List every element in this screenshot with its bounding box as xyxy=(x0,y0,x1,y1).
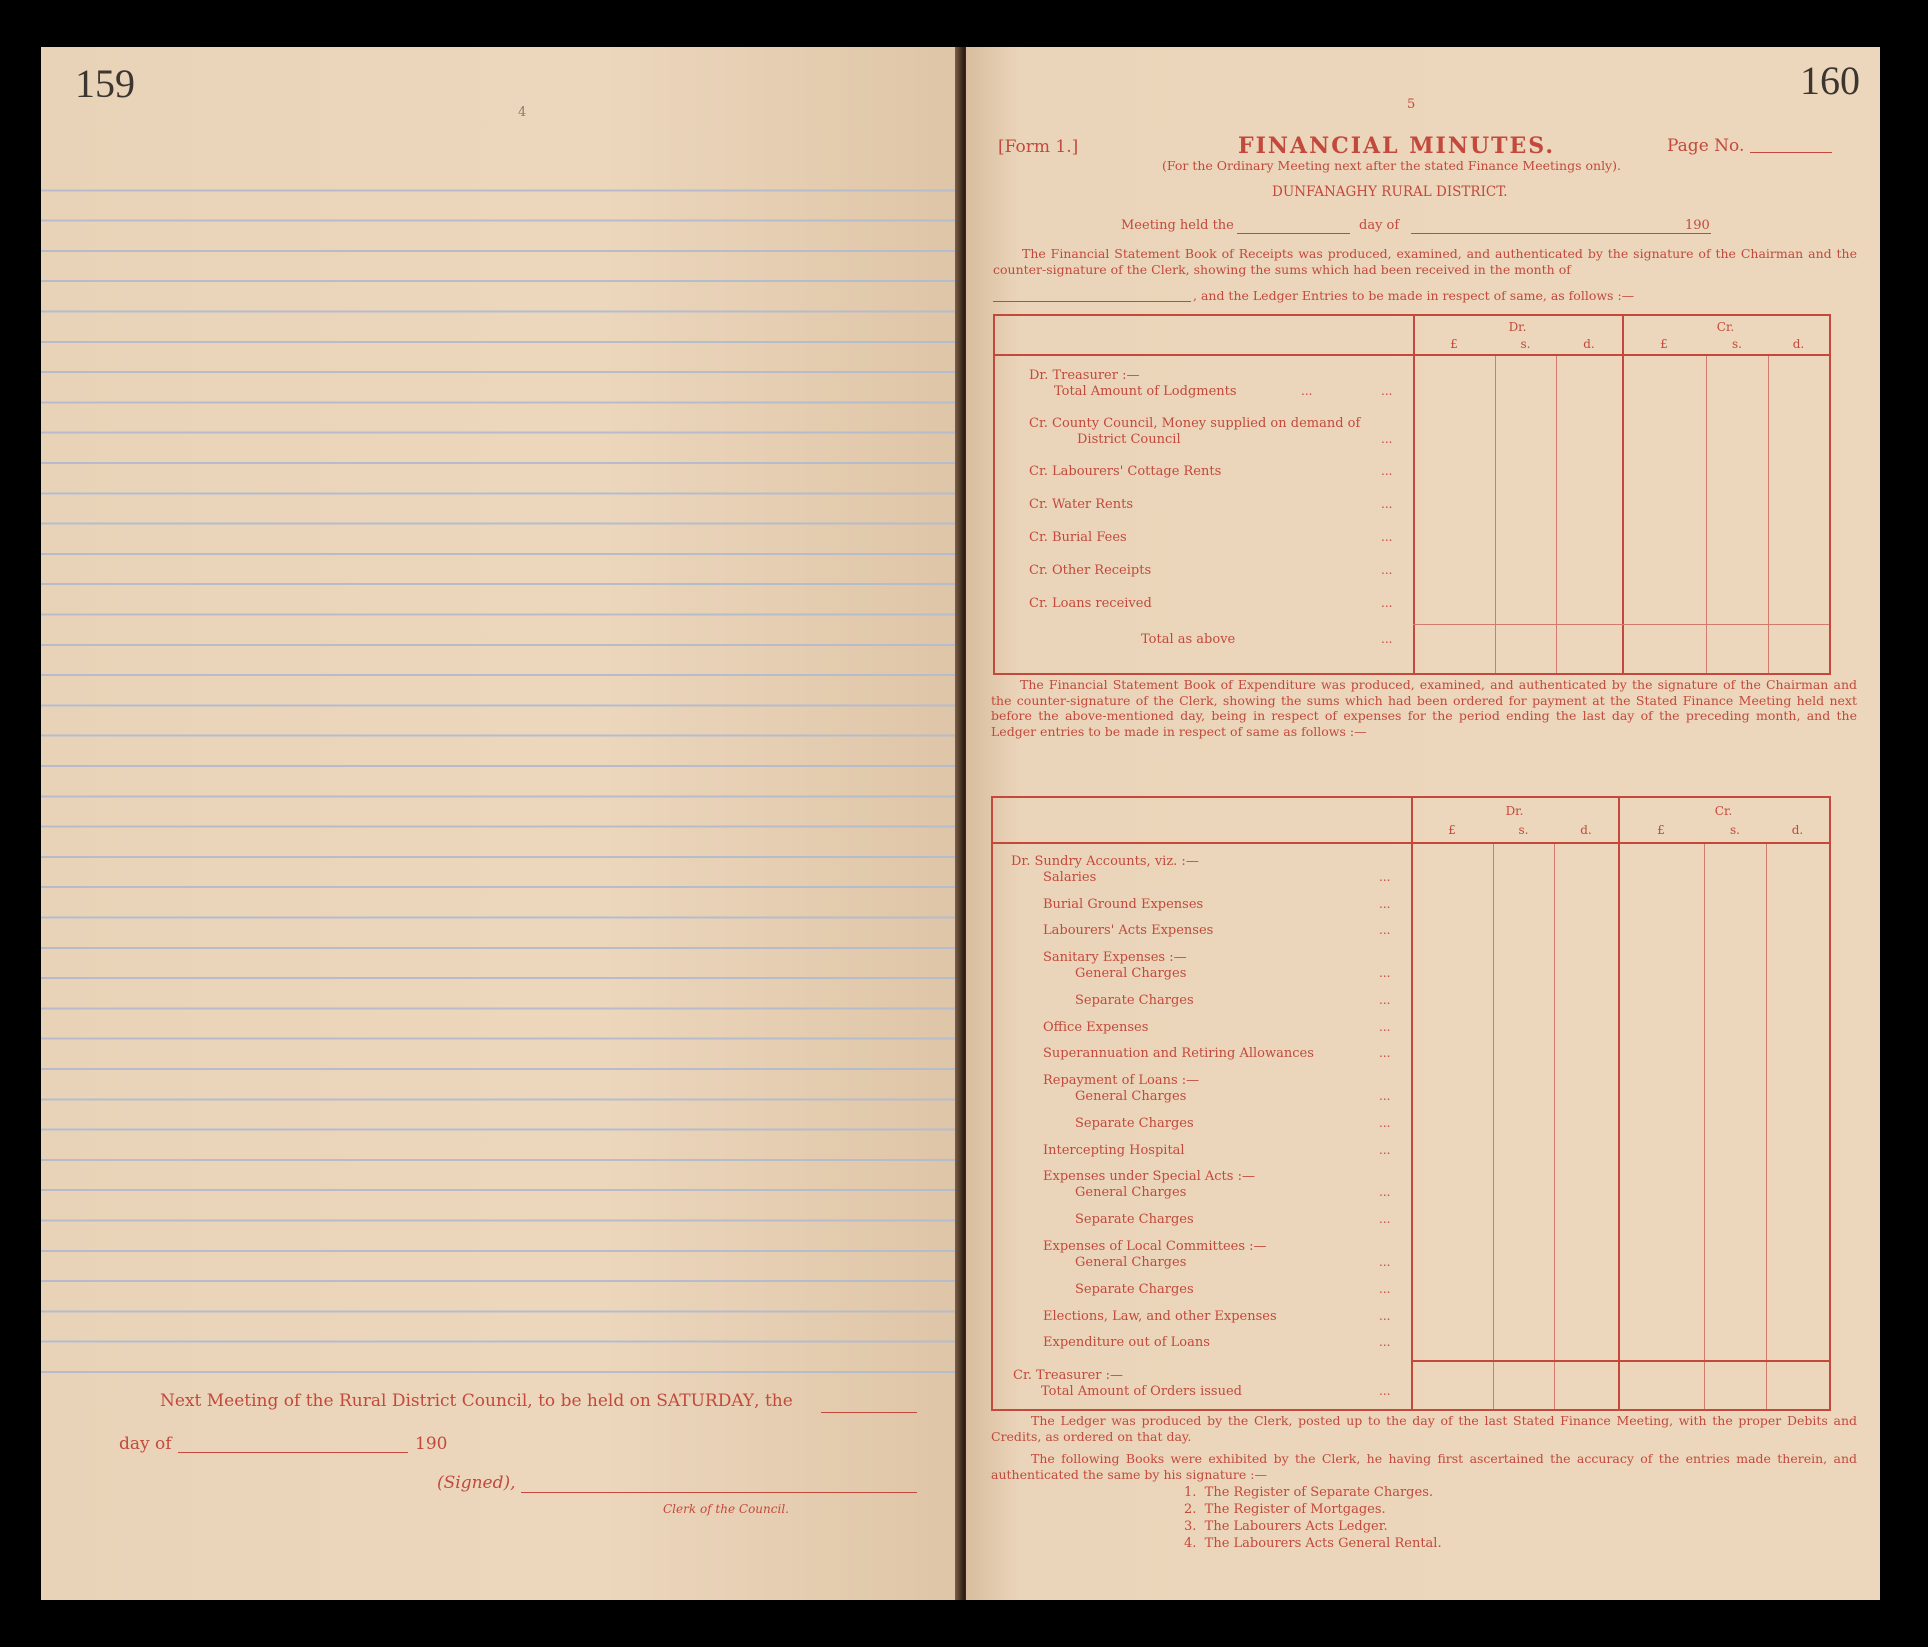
leader-dots: ... xyxy=(1379,897,1391,911)
book-name: The Register of Separate Charges. xyxy=(1204,1485,1433,1500)
book-item xyxy=(1184,1519,1388,1534)
leader-dots: ... xyxy=(1379,1185,1391,1199)
dr-pence-header: d. xyxy=(1580,823,1592,837)
book-item xyxy=(1184,1536,1442,1551)
leader-dots: ... xyxy=(1381,497,1393,511)
book-name: The Labourers Acts General Rental. xyxy=(1204,1536,1442,1551)
total-rule xyxy=(1413,624,1829,625)
divider xyxy=(1556,354,1557,673)
receipt-row-label: Cr. Other Receipts xyxy=(1029,563,1152,578)
dr-header: Dr. xyxy=(1508,320,1527,334)
folio-left: 4 xyxy=(518,105,527,120)
meeting-month-line[interactable] xyxy=(1411,233,1711,234)
blank-month-line[interactable] xyxy=(178,1452,408,1453)
divider xyxy=(1495,354,1496,673)
expenditure-intro: The Financial Statement Book of Expenditure was produced, examined, and authenticated by the signature of the Chairman and the counter-signature of the Clerk, showing the sums which had been ordered for payment at the Stated Finance Meeting held next before the above-mentioned day, being in respect of expenses for the period ending the last day of the preceding month, and the Ledger entries to be made in respect of same as follows :— xyxy=(991,677,1857,739)
leader-dots: ... xyxy=(1379,993,1391,1007)
dr-header: Dr. xyxy=(1505,804,1524,818)
leader-dots: ... xyxy=(1379,1282,1391,1296)
page-title: FINANCIAL MINUTES. xyxy=(1238,133,1556,159)
cr-shillings-header: s. xyxy=(1732,337,1742,351)
receipt-row-label: Dr. Treasurer :— xyxy=(1029,368,1140,383)
leader-dots: ... xyxy=(1381,464,1393,478)
expense-row-label: Salaries xyxy=(1043,870,1097,885)
cr-header: Cr. xyxy=(1716,320,1735,334)
leader-dots: ... xyxy=(1379,966,1391,980)
expense-row-label: Separate Charges xyxy=(1075,1212,1194,1227)
leader-dots: ... xyxy=(1379,1089,1391,1103)
cr-pounds-header: £ xyxy=(1657,823,1665,837)
next-meeting-text: Next Meeting of the Rural District Council, to be held on xyxy=(160,1391,651,1411)
expense-row-label: Elections, Law, and other Expenses xyxy=(1043,1309,1277,1324)
divider xyxy=(1413,316,1415,673)
page-number-left: 159 xyxy=(75,61,135,106)
divider xyxy=(1706,354,1707,673)
meeting-day-line[interactable] xyxy=(1237,233,1350,234)
expense-row-label: Labourers' Acts Expenses xyxy=(1043,923,1214,938)
signature-line[interactable] xyxy=(521,1492,917,1493)
meeting-year: 190 xyxy=(1685,218,1710,233)
divider xyxy=(1704,842,1705,1409)
expense-row-label: General Charges xyxy=(1075,1255,1187,1270)
meeting-day-of-label: day of xyxy=(1359,218,1400,233)
cr-pounds-header: £ xyxy=(1660,337,1668,351)
cr-pence-header: d. xyxy=(1792,337,1805,351)
leader-dots: ... xyxy=(1379,1046,1391,1060)
page-no-label: Page No. xyxy=(1667,136,1745,156)
receipt-row-label: Total Amount of Lodgments xyxy=(1054,384,1237,399)
expense-row-label: General Charges xyxy=(1075,966,1187,981)
dr-pence-header: d. xyxy=(1583,337,1595,351)
book-name: The Labourers Acts Ledger. xyxy=(1204,1519,1388,1534)
day-of-label: day of xyxy=(119,1434,172,1454)
year-label: 190 xyxy=(415,1434,448,1454)
expense-row-label: Repayment of Loans :— xyxy=(1043,1073,1200,1088)
leader-dots: ... xyxy=(1379,1212,1391,1226)
expense-row-label: Sanitary Expenses :— xyxy=(1043,950,1187,965)
left-page xyxy=(41,47,962,1600)
leader-dots: ... xyxy=(1381,530,1393,544)
subtitle: (For the Ordinary Meeting next after the stated Finance Meetings only). xyxy=(1162,158,1621,173)
book-item xyxy=(1184,1485,1433,1500)
leader-dots: ... xyxy=(1381,596,1393,610)
cr-shillings-header: s. xyxy=(1730,823,1740,837)
expense-row-label: General Charges xyxy=(1075,1089,1187,1104)
leader-dots: ... xyxy=(1379,1335,1391,1349)
weekday: SATURDAY xyxy=(656,1391,755,1411)
expense-row-label: Separate Charges xyxy=(1075,1282,1194,1297)
dr-pounds-header: £ xyxy=(1450,337,1458,351)
blank-day-line[interactable] xyxy=(821,1412,917,1413)
book-number: 3. xyxy=(1184,1519,1197,1534)
signed-label: (Signed), xyxy=(437,1473,516,1493)
receipt-row-label: Cr. Water Rents xyxy=(1029,497,1133,512)
leader-dots: ... xyxy=(1379,1384,1391,1398)
leader-dots: ... xyxy=(1379,1143,1391,1157)
expenditure-table xyxy=(991,796,1831,1411)
receipts-month-line[interactable] xyxy=(993,301,1191,302)
receipt-row-label: Cr. Loans received xyxy=(1029,596,1152,611)
book-number: 4. xyxy=(1184,1536,1197,1551)
leader-dots: ... xyxy=(1381,632,1393,646)
cr-pence-header: d. xyxy=(1791,823,1804,837)
book-number: 1. xyxy=(1184,1485,1197,1500)
right-page xyxy=(966,47,1880,1600)
expense-row-label: Intercepting Hospital xyxy=(1043,1143,1185,1158)
book-number: 2. xyxy=(1184,1502,1197,1517)
expense-row-label: Dr. Sundry Accounts, viz. :— xyxy=(1011,854,1199,869)
leader-dots: ... xyxy=(1379,1309,1391,1323)
page-no-line[interactable] xyxy=(1750,152,1832,153)
book-item xyxy=(1184,1502,1386,1517)
expense-total-label: Total Amount of Orders issued xyxy=(1041,1384,1242,1399)
expense-row-label: Separate Charges xyxy=(1075,993,1194,1008)
leader-dots: ... xyxy=(1379,870,1391,884)
total-rule xyxy=(1411,1360,1829,1362)
clerk-label: Clerk of the Council. xyxy=(663,1502,789,1516)
leader-dots: ... xyxy=(1379,1255,1391,1269)
leader-dots: ... xyxy=(1381,563,1393,577)
leader-dots: ... xyxy=(1381,384,1393,398)
ledger-note: The Ledger was produced by the Clerk, posted up to the day of the last Stated Finance Meeting, with the proper Debits and Credits, as ordered on that day. xyxy=(991,1413,1857,1444)
expense-row-label: General Charges xyxy=(1075,1185,1187,1200)
expense-row-label: Expenditure out of Loans xyxy=(1043,1335,1210,1350)
page-number-right: 160 xyxy=(1800,58,1860,103)
leader-dots: ... xyxy=(1301,384,1313,398)
receipt-row-label: Cr. Labourers' Cottage Rents xyxy=(1029,464,1222,479)
header-rule xyxy=(995,354,1829,356)
receipts-intro-end: , and the Ledger Entries to be made in respect of same, as follows :— xyxy=(1193,288,1635,303)
divider xyxy=(1493,842,1494,1409)
cr-header: Cr. xyxy=(1714,804,1733,818)
next-meeting-the: , the xyxy=(754,1391,793,1411)
receipts-table xyxy=(993,314,1831,675)
meeting-held-label: Meeting held the xyxy=(1121,218,1234,233)
receipts-intro: The Financial Statement Book of Receipts was produced, examined, and authenticated by the signature of the Chairman and the counter-signature of the Clerk, showing the sums which had been received in the month of xyxy=(993,246,1857,277)
header-rule xyxy=(993,842,1829,844)
books-note: The following Books were exhibited by the Clerk, he having first ascertained the accuracy of the entries made therein, and authenticated the same by his signature :— xyxy=(991,1451,1857,1482)
divider xyxy=(1411,798,1413,1409)
receipts-total-label: Total as above xyxy=(1141,632,1236,647)
divider xyxy=(1618,798,1620,1409)
leader-dots: ... xyxy=(1379,923,1391,937)
expense-row-label: Expenses under Special Acts :— xyxy=(1043,1169,1255,1184)
divider xyxy=(1622,316,1624,673)
next-meeting-line1 xyxy=(160,1391,793,1411)
dr-pounds-header: £ xyxy=(1448,823,1456,837)
dr-shillings-header: s. xyxy=(1518,823,1529,837)
leader-dots: ... xyxy=(1381,432,1393,446)
divider xyxy=(1768,354,1769,673)
district-name: DUNFANAGHY RURAL DISTRICT. xyxy=(1272,184,1508,200)
dr-shillings-header: s. xyxy=(1520,337,1531,351)
expense-row-label: Expenses of Local Committees :— xyxy=(1043,1239,1267,1254)
expense-row-label: Separate Charges xyxy=(1075,1116,1194,1131)
expense-total-label: Cr. Treasurer :— xyxy=(1013,1368,1124,1383)
expense-row-label: Office Expenses xyxy=(1043,1020,1149,1035)
leader-dots: ... xyxy=(1379,1116,1391,1130)
divider xyxy=(1766,842,1767,1409)
form-label: [Form 1.] xyxy=(998,137,1079,157)
receipt-row-label: District Council xyxy=(1077,432,1181,447)
receipt-row-label: Cr. Burial Fees xyxy=(1029,530,1127,545)
expense-row-label: Burial Ground Expenses xyxy=(1043,897,1204,912)
book-name: The Register of Mortgages. xyxy=(1204,1502,1386,1517)
leader-dots: ... xyxy=(1379,1020,1391,1034)
folio-right: 5 xyxy=(1407,97,1416,112)
expense-row-label: Superannuation and Retiring Allowances xyxy=(1043,1046,1314,1061)
receipt-row-label: Cr. County Council, Money supplied on demand of xyxy=(1029,416,1361,431)
divider xyxy=(1554,842,1555,1409)
